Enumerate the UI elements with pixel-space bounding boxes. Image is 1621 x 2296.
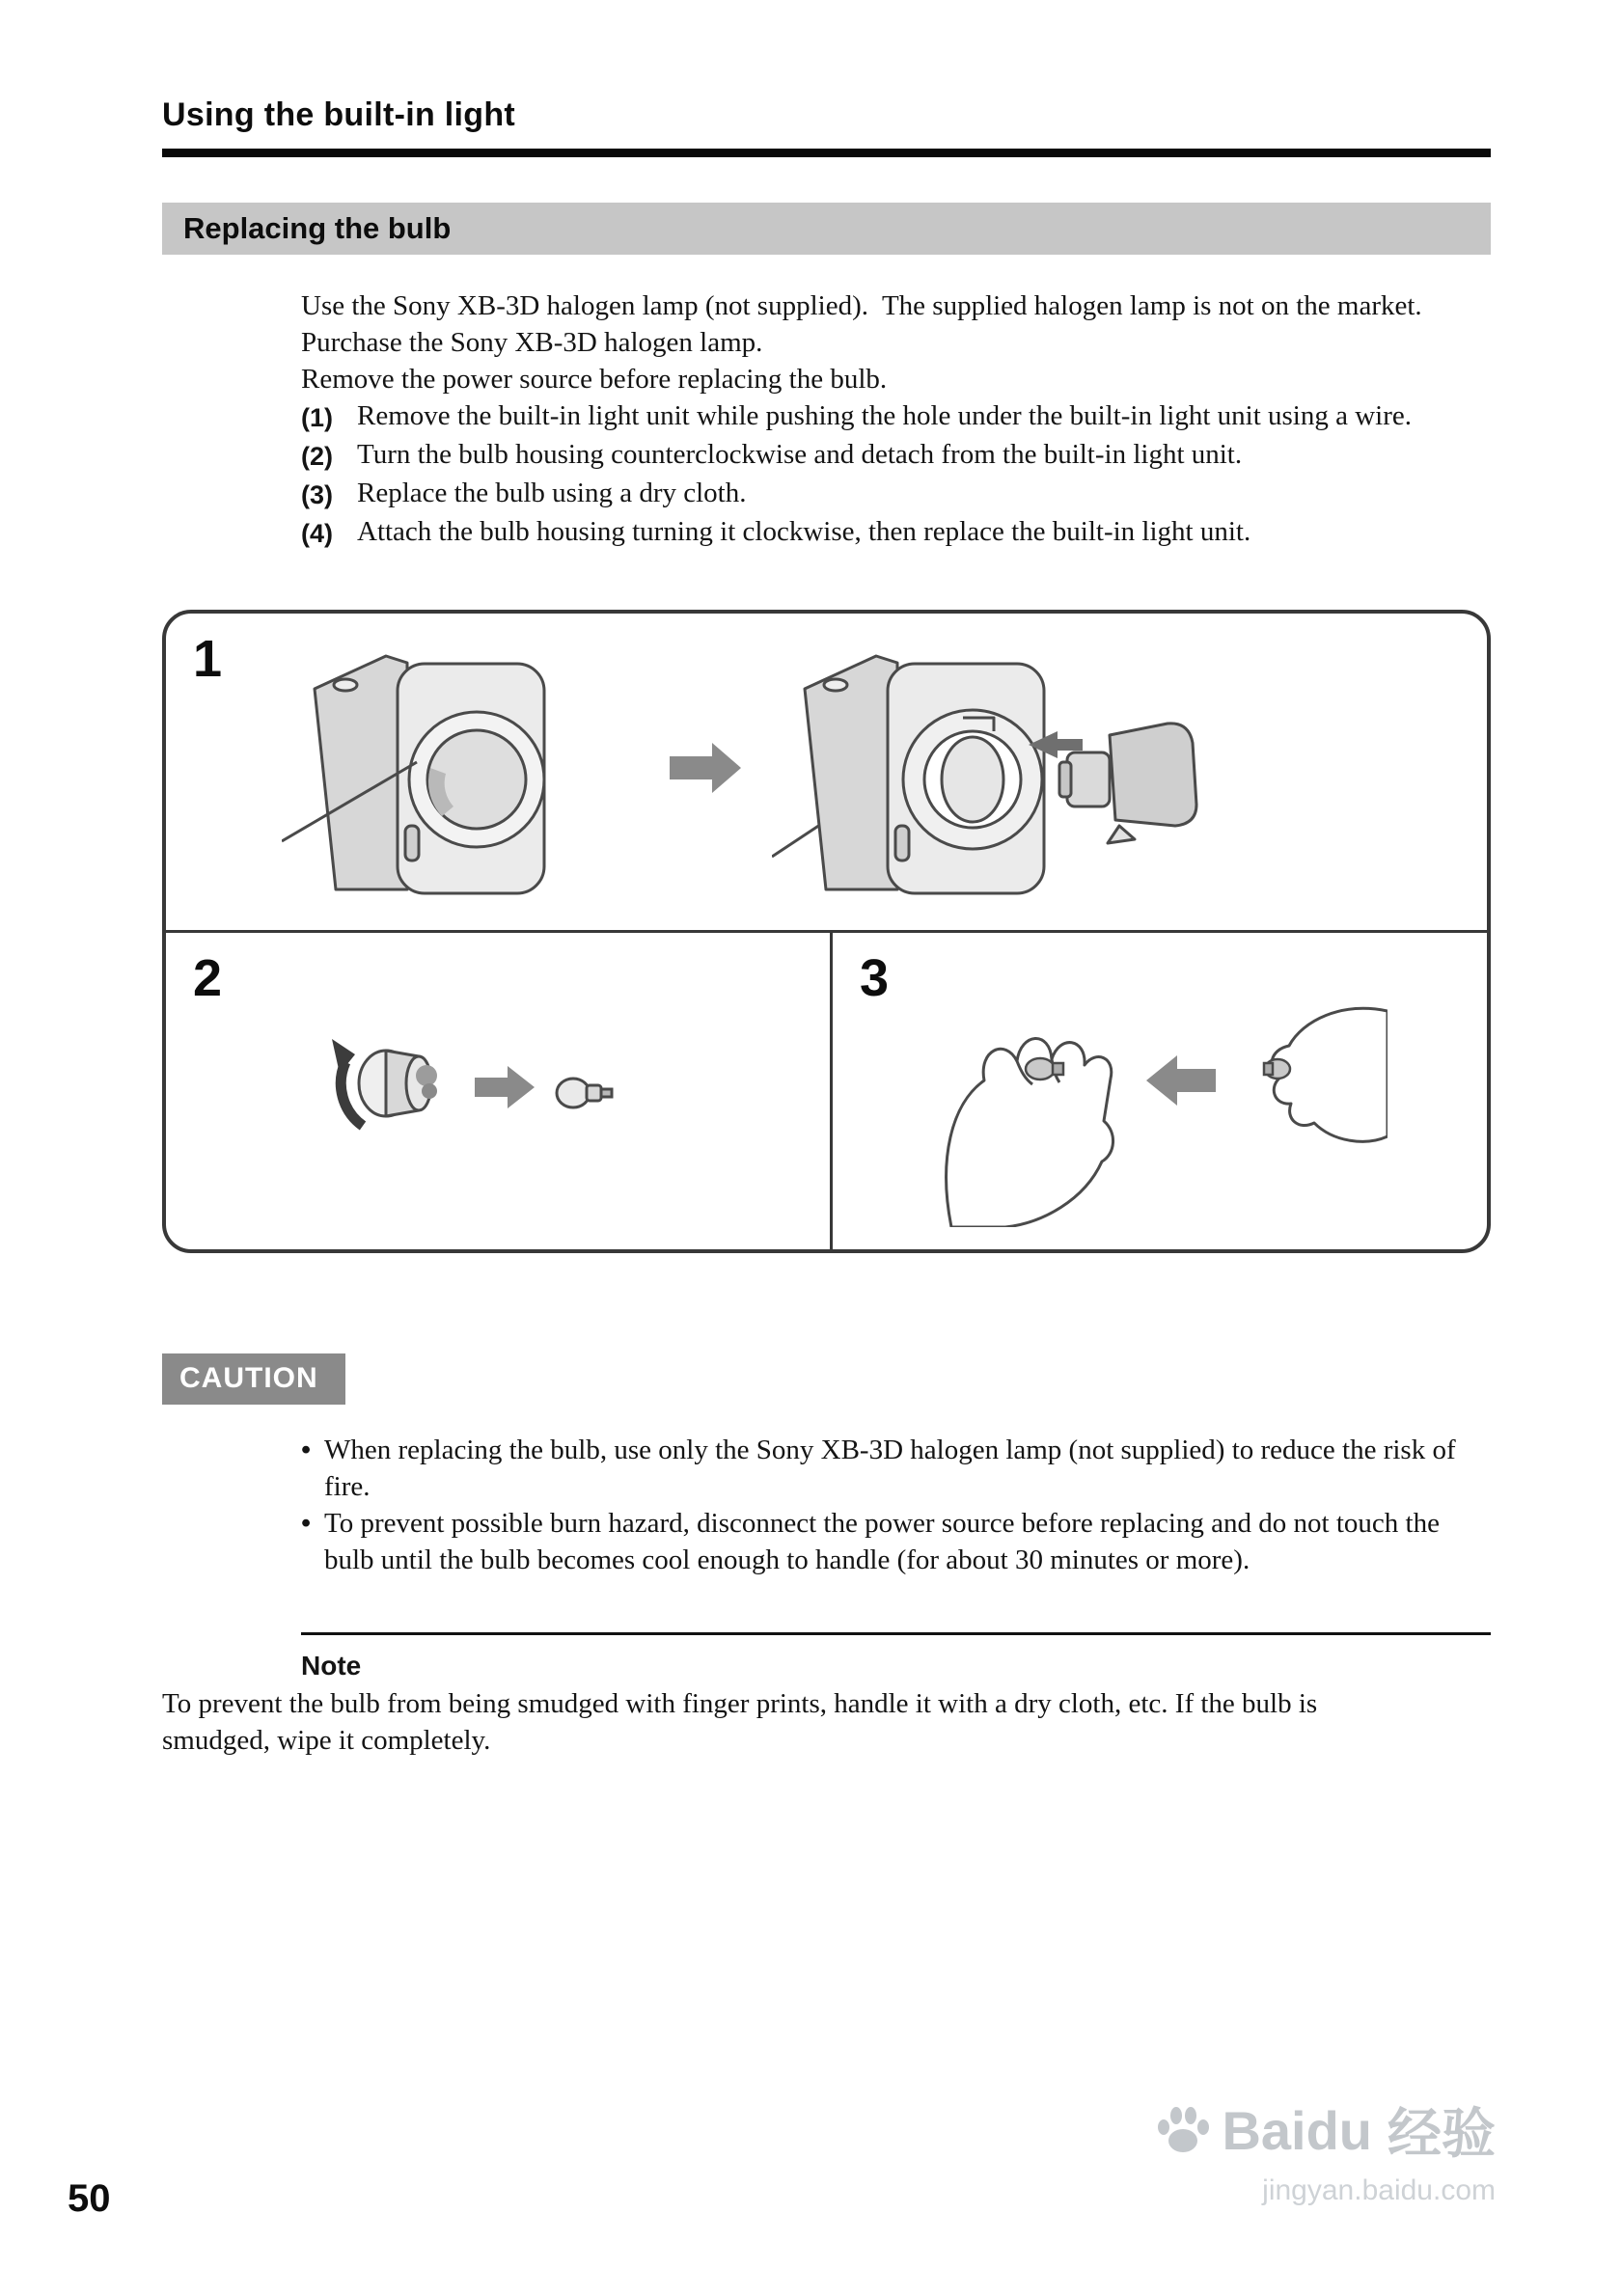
bullet-dot: •: [301, 1435, 312, 1465]
caution-item-1: [301, 1432, 1491, 1505]
camera-light-unit-removed-illustration: [772, 637, 1312, 921]
figure-box: [162, 610, 1491, 1253]
arrow-left-icon: [1146, 1055, 1216, 1106]
step-text: Remove the built-in light unit while pushing the hole under the built-in light unit using a wire.: [357, 400, 1412, 431]
body-block: [301, 287, 1491, 552]
camera-open-ring-drawing: [772, 637, 1312, 916]
halogen-bulb-drawing: [557, 1079, 612, 1107]
step-text: Attach the bulb housing turning it clockwise, then replace the built-in light unit.: [357, 516, 1251, 547]
caution-item-text: To prevent possible burn hazard, disconnect the power source before replacing and do not touch the bulb until the bulb becomes cool enough to handle (for about 30 minutes or more).: [324, 1508, 1440, 1575]
figure-step1-number: 1: [193, 630, 223, 688]
caution-badge: [162, 1353, 345, 1405]
arrow-right-icon: [475, 1066, 535, 1108]
figure-step3-number: 3: [860, 949, 890, 1007]
intro-paragraph-2: Remove the power source before replacing the bulb.: [301, 364, 888, 395]
watermark-url: jingyan.baidu.com: [1262, 2174, 1496, 2206]
bulb-housing-illustration: [330, 998, 639, 1177]
step-number: (3): [301, 480, 333, 509]
bulb-housing-drawing: [330, 998, 639, 1172]
note-divider: [301, 1632, 1491, 1635]
step-number: (2): [301, 442, 333, 471]
step-text: Replace the bulb using a dry cloth.: [357, 478, 747, 508]
arrow-right-icon: [670, 741, 743, 800]
caution-item-2: [301, 1505, 1491, 1578]
step-text: Turn the bulb housing counterclockwise and detach from the built-in light unit.: [357, 439, 1243, 470]
subsection-title: Replacing the bulb: [183, 211, 452, 245]
figure-bottom-row: [166, 933, 1487, 1249]
step-item-4: [301, 513, 1491, 552]
caution-label: CAUTION: [179, 1362, 318, 1394]
figure-step2-number: 2: [193, 949, 223, 1007]
watermark-brand-cn: 经验: [1387, 2103, 1496, 2164]
caution-list: [301, 1432, 1491, 1578]
camera-front-drawing: [282, 637, 571, 916]
figure-step1-panel: [166, 614, 1487, 933]
watermark-brand-row: [1152, 2091, 1496, 2169]
step-item-3: [301, 475, 1491, 513]
watermark-brand: Baidu: [1222, 2099, 1372, 2161]
step-list: [301, 397, 1491, 552]
intro-paragraph-1: Use the Sony XB-3D halogen lamp (not supplied). The supplied halogen lamp is not on the market. Purchase the Sony XB-3D halogen lamp.: [301, 290, 1437, 358]
note-text: To prevent the bulb from being smudged with finger prints, handle it with a dry cloth, etc. If the bulb is smudged, wipe it completely.: [162, 1688, 1325, 1756]
section-title: Using the built-in light: [162, 96, 516, 133]
figure-step3-panel: [833, 933, 1487, 1249]
hands-replacing-bulb-illustration: [924, 957, 1387, 1232]
figure-step2-panel: [166, 933, 833, 1249]
step-item-2: [301, 436, 1491, 475]
note-label: Note: [301, 1651, 362, 1681]
caution-item-text: When replacing the bulb, use only the Sony XB-3D halogen lamp (not supplied) to reduce the risk of fire.: [324, 1435, 1456, 1502]
step-number: (4): [301, 519, 333, 548]
step-item-1: [301, 397, 1491, 436]
baidu-watermark: [1152, 2091, 1496, 2207]
hands-drawing: [924, 957, 1387, 1227]
baidu-paw-icon: [1152, 2104, 1214, 2156]
bullet-dot: •: [301, 1508, 312, 1539]
step-number: (1): [301, 403, 333, 432]
camera-with-wire-illustration: [282, 637, 571, 921]
section-title-rule: [162, 149, 1491, 157]
page-number: 50: [68, 2177, 111, 2220]
subsection-header: [162, 203, 1491, 255]
